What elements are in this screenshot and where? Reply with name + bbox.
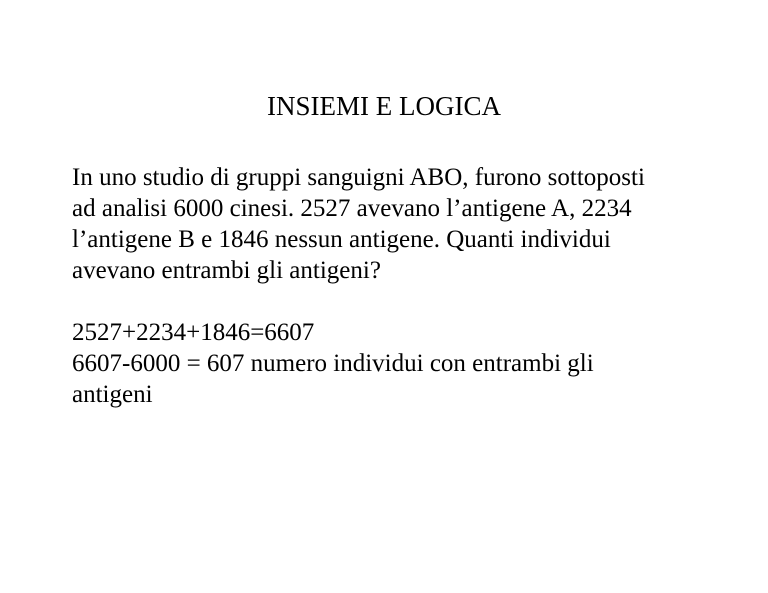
slide-body xyxy=(72,162,752,410)
solution-line: 6607-6000 = 607 numero individui con entrambi gli xyxy=(72,350,594,377)
problem-line: ad analisi 6000 cinesi. 2527 avevano l’antigene A, 2234 xyxy=(72,195,632,222)
solution-line: 2527+2234+1846=6607 xyxy=(72,319,315,346)
problem-line: l’antigene B e 1846 nessun antigene. Quanti individui xyxy=(72,226,611,253)
solution-line: antigeni xyxy=(72,381,153,408)
paragraph-gap xyxy=(72,286,752,317)
problem-line: avevano entrambi gli antigeni? xyxy=(72,257,381,284)
problem-line: In uno studio di gruppi sanguigni ABO, furono sottoposti xyxy=(72,164,645,191)
slide-title: INSIEMI E LOGICA xyxy=(267,91,501,121)
